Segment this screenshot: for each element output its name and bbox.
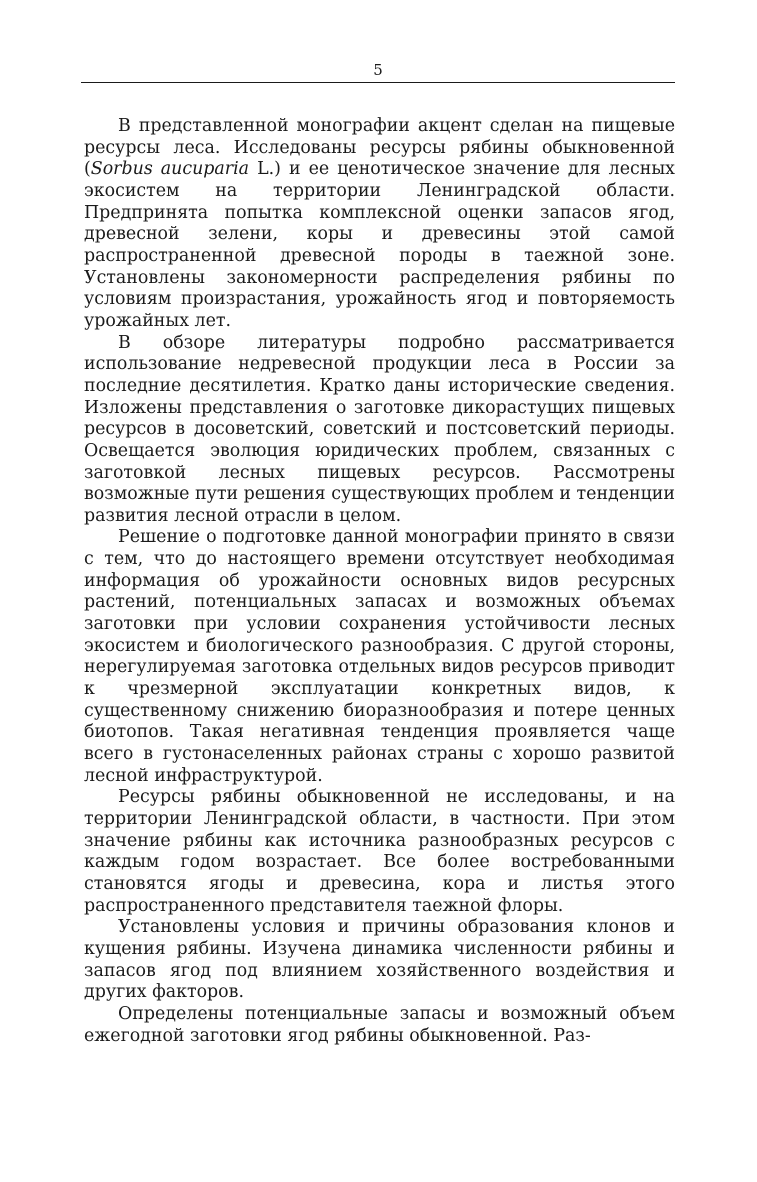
paragraph-1-text-b: L.) и ее ценотическое значение для лесных экосистем на территории Ленинградской области. Предпринята попытка комплексной оценки запасов ягод, древесной зелени, коры и древесины этой самой распространенной древесной породы в таежной зоне. Установлены закономерности распределения рябины по условиям произрастания, урожайность ягод и повторяемость урожайных лет. <box>84 159 675 331</box>
paragraph-1-text-a: В представленной монографии акцент сделан на пищевые ресурсы леса. Исследованы ресурсы рябины обыкновенной ( <box>84 116 675 180</box>
header-divider <box>81 82 675 83</box>
page-number: 5 <box>373 61 383 79</box>
paragraph-2: В обзоре литературы подробно рассматривается использование недревесной продукции леса в России за последние десятилетия. Кратко даны исторические сведения. Изложены представления о заготовке дикорастущих пищевых ресурсов в досоветский, советский и постсоветский периоды. Освещается эволюция юридических проблем, связанных с заготовкой лесных пищевых ресурсов. Рассмотрены возможные пути решения существующих проблем и тенденции развития лесной отрасли в целом. <box>84 332 675 526</box>
body-text <box>84 116 675 1047</box>
paragraph-1 <box>84 116 675 333</box>
paragraph-4: Ресурсы рябины обыкновенной не исследованы, и на территории Ленинградской области, в частности. При этом значение рябины как источника разнообразных ресурсов с каждым годом возрастает. Все более востребованными становятся ягоды и древесина, кора и листья этого распространенного представителя таежной флоры. <box>84 787 675 916</box>
paragraph-5: Установлены условия и причины образования клонов и кущения рябины. Изучена динамика численности рябины и запасов ягод под влиянием хозяйственного воздействия и других факторов. <box>84 917 675 1003</box>
species-name-italic: Sorbus aucuparia <box>90 159 250 180</box>
paragraph-6: Определены потенциальные запасы и возможный объем ежегодной заготовки ягод рябины обыкновенной. Раз- <box>84 1003 675 1046</box>
paragraph-3: Решение о подготовке данной монографии принято в связи с тем, что до настоящего времени отсутствует необходимая информация об урожайности основных видов ресурсных растений, потенциальных запасах и возможных объемах заготовки при условии сохранения устойчивости лесных экосистем и биологического разнообразия. С другой стороны, нерегулируемая заготовка отдельных видов ресурсов приводит к чрезмерной эксплуатации конкретных видов, к существенному снижению биоразнообразия и потере ценных биотопов. Такая негативная тенденция проявляется чаще всего в густонаселенных районах страны с хорошо развитой лесной инфраструктурой. <box>84 527 675 786</box>
